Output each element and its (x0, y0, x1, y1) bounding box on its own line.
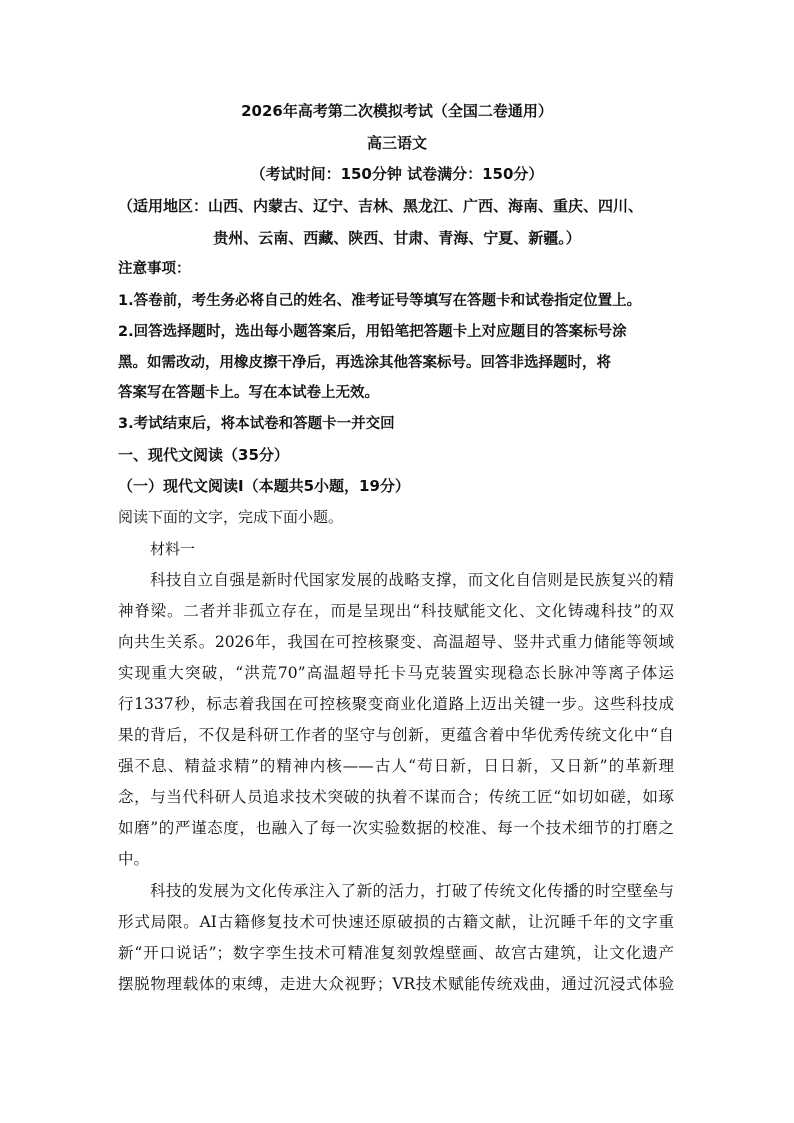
regions-line-1: （适用地区：山西、内蒙古、辽宁、吉林、黑龙江、广西、海南、重庆、四川、 (118, 197, 644, 215)
exam-info: （考试时间：150分钟 试卷满分：150分） (250, 165, 544, 183)
passage-line: 强不息、精益求精”的精神内核——古人“苟日新，日日新，又日新”的革新理 (118, 757, 674, 775)
notice-item-2-line-1: 2.回答选择题时，选出每小题答案后，用铅笔把答题卡上对应题目的答案标号涂 (118, 324, 627, 340)
passage-line: 念，与当代科研人员追求技术突破的执着不谋而合；传统工匠“如切如磋，如琢 (118, 788, 674, 806)
notice-item-2-line-3: 答案写在答题卡上。写在本试卷上无效。 (118, 385, 379, 401)
exam-subject: 高三语文 (366, 134, 427, 152)
passage-line: 神脊梁。二者并非孤立存在，而是呈现出“科技赋能文化、文化铸魂科技”的双 (118, 602, 674, 620)
regions-line-2: 贵州、云南、西藏、陕西、甘肃、青海、宁夏、新疆。） (213, 229, 581, 247)
passage-line: 科技自立自强是新时代国家发展的战略支撑，而文化自信则是民族复兴的精 (150, 571, 674, 589)
passage-line: 行1337秒，标志着我国在可控核聚变商业化道路上迈出关键一步。这些科技成 (118, 695, 674, 713)
passage-line: 果的背后，不仅是科研工作者的坚守与创新，更蕴含着中华优秀传统文化中“自 (118, 726, 674, 744)
passage-line: 向共生关系。2026年，我国在可控核聚变、高温超导、竖井式重力储能等领域 (118, 633, 674, 651)
notice-heading: 注意事项： (118, 261, 191, 277)
passage-line: 摆脱物理载体的束缚，走进大众视野；VR技术赋能传统戏曲，通过沉浸式体验 (118, 975, 674, 993)
exam-title: 2026年高考第二次模拟考试（全国二卷通用） (241, 102, 553, 120)
notice-item-2-line-2: 黑。如需改动，用橡皮擦干净后，再选涂其他答案标号。回答非选择题时，将 (118, 355, 611, 371)
passage-line: 科技的发展为文化传承注入了新的活力，打破了传统文化传播的时空壁垒与 (150, 882, 674, 900)
passage-line: 新“开口说话”；数字孪生技术可精准复刻敦煌壁画、故宫古建筑，让文化遗产 (118, 944, 674, 962)
passage-line: 实现重大突破，“洪荒70”高温超导托卡马克装置实现稳态长脉冲等离子体运 (118, 664, 674, 682)
passage-line: 如磨”的严谨态度，也融入了每一次实验数据的校准、每一个技术细节的打磨之 (118, 819, 674, 837)
subsection-heading: （一）现代文阅读Ⅰ（本题共5小题，19分） (118, 477, 410, 495)
notice-item-1: 1.答卷前，考生务必将自己的姓名、准考证号等填写在答题卡和试卷指定位置上。 (118, 293, 642, 309)
notice-item-3: 3.考试结束后，将本试卷和答题卡一并交回 (118, 416, 395, 432)
passage-line: 中。 (118, 850, 150, 868)
passage-line: 形式局限。AI古籍修复技术可快速还原破损的古籍文献，让沉睡千年的文字重 (118, 913, 674, 931)
section-heading: 一、现代文阅读（35分） (118, 446, 289, 464)
material-label: 材料一 (150, 540, 196, 558)
reading-directions: 阅读下面的文字，完成下面小题。 (118, 508, 344, 526)
